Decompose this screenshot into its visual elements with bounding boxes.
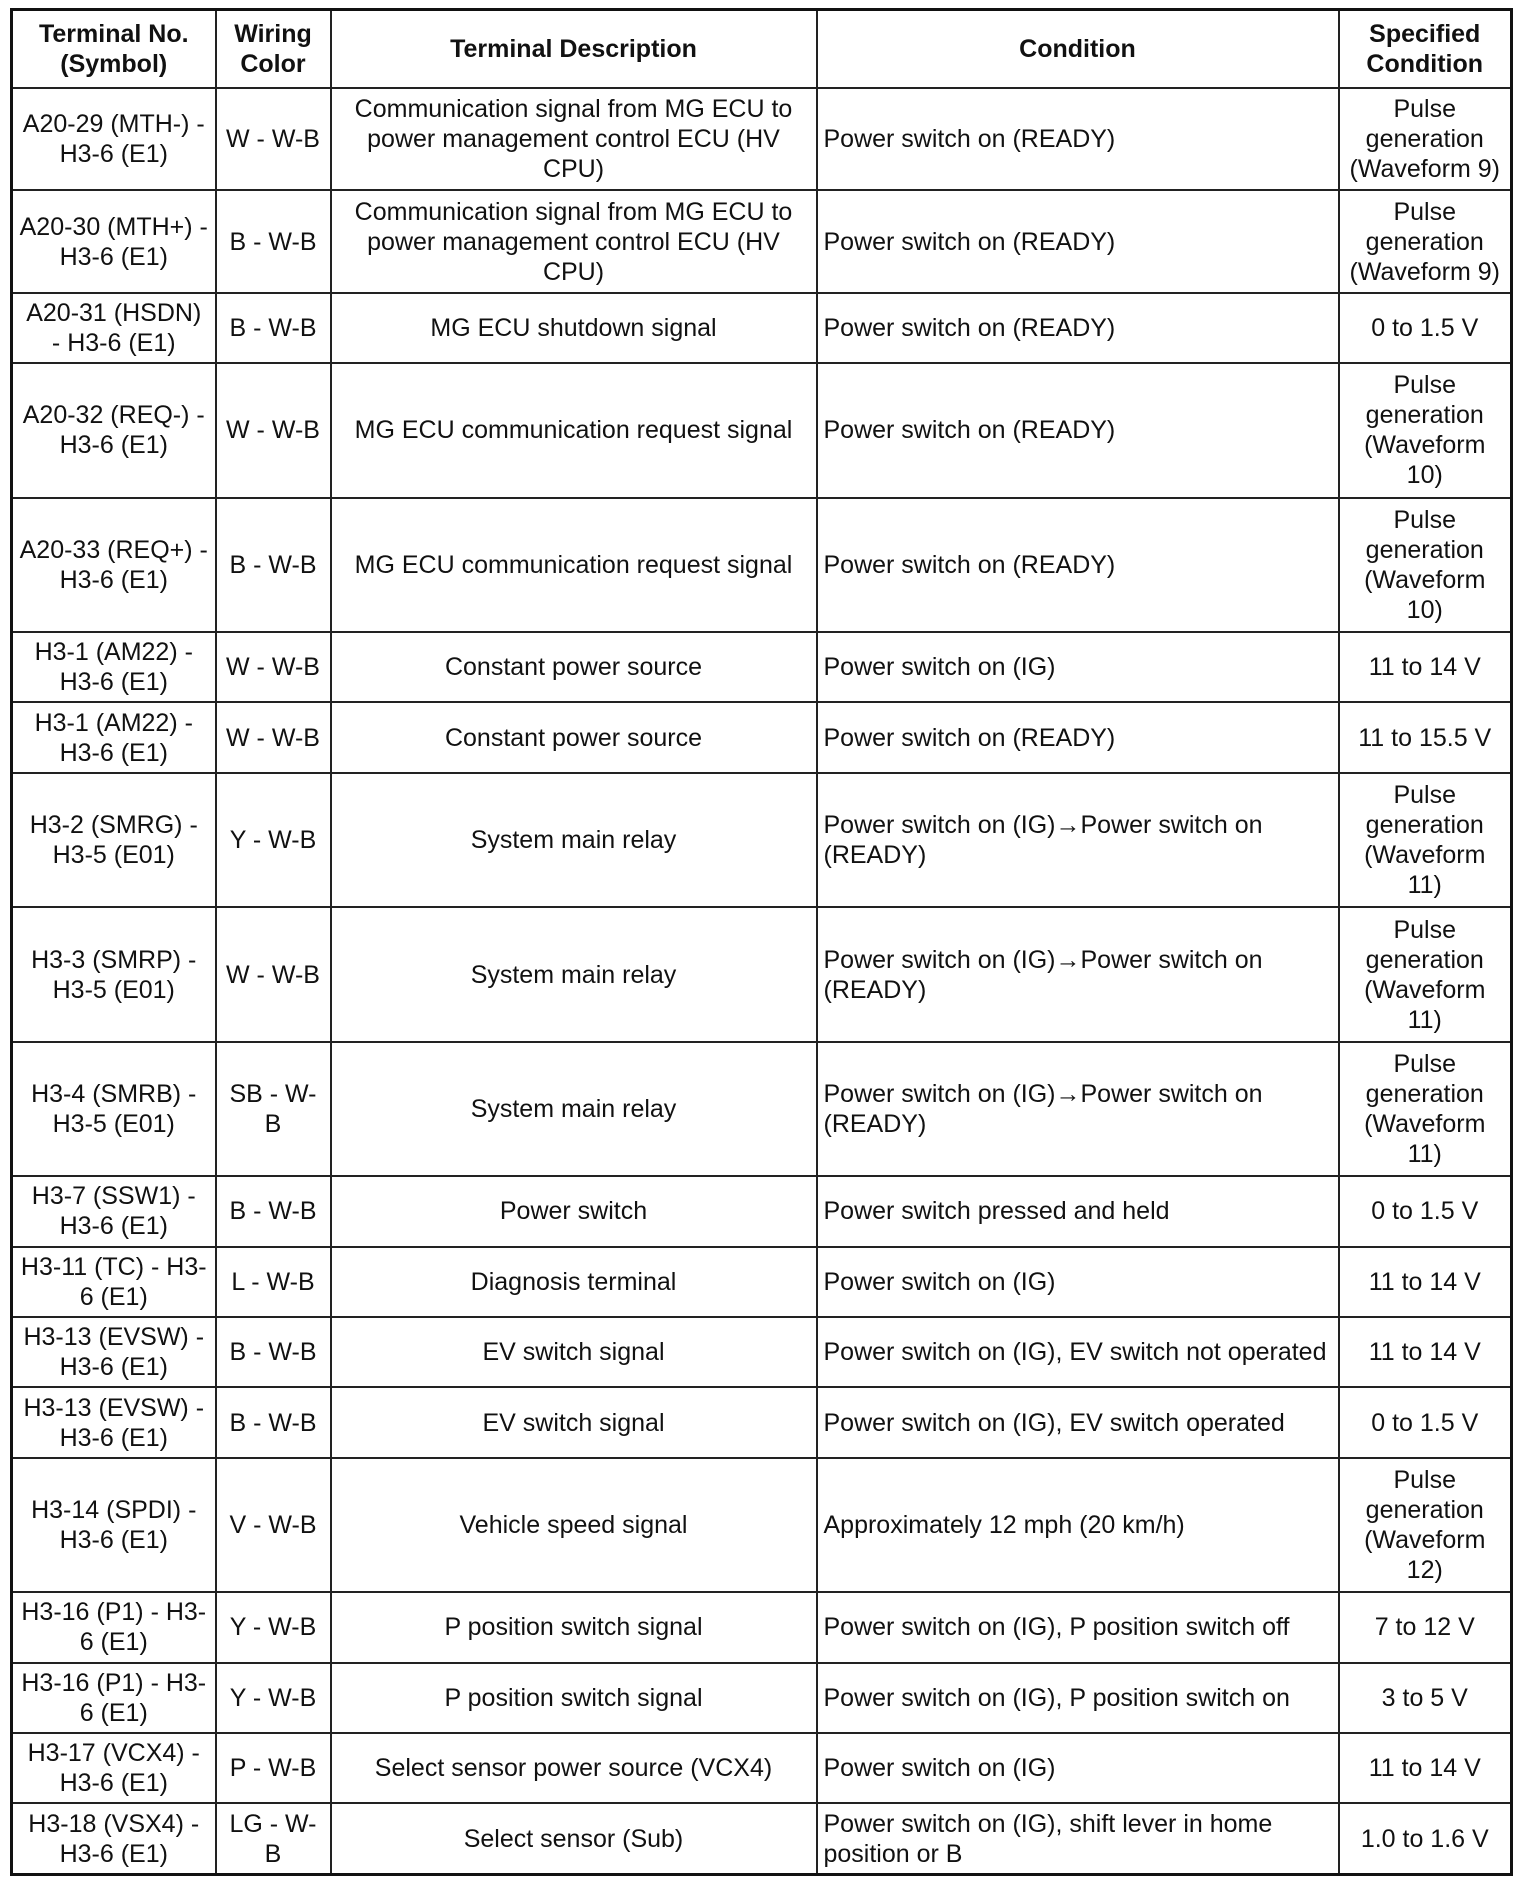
header-row <box>12 10 1512 89</box>
table-row <box>12 1803 1512 1874</box>
cell-wiring-color: W - W-B <box>216 88 331 190</box>
cell-terminal: A20-33 (REQ+) - H3-6 (E1) <box>12 498 216 632</box>
cell-terminal: A20-30 (MTH+) - H3-6 (E1) <box>12 190 216 292</box>
cell-specified-condition: Pulse generation (Waveform 11) <box>1339 1042 1512 1176</box>
cell-condition: Approximately 12 mph (20 km/h) <box>817 1458 1339 1592</box>
cell-specified-condition: 11 to 14 V <box>1339 1317 1512 1387</box>
cell-condition: Power switch pressed and held <box>817 1176 1339 1246</box>
cell-terminal-description: System main relay <box>331 907 817 1041</box>
cell-condition: Power switch on (IG), shift lever in home position or B <box>817 1803 1339 1874</box>
table-row <box>12 363 1512 497</box>
cell-terminal: H3-16 (P1) - H3-6 (E1) <box>12 1663 216 1733</box>
cell-wiring-color: W - W-B <box>216 907 331 1041</box>
cell-wiring-color: L - W-B <box>216 1247 331 1317</box>
header-wiring-color: Wiring Color <box>216 10 331 89</box>
header-condition: Condition <box>817 10 1339 89</box>
cell-terminal: H3-17 (VCX4) - H3-6 (E1) <box>12 1733 216 1803</box>
cell-specified-condition: 11 to 14 V <box>1339 1733 1512 1803</box>
cell-wiring-color: B - W-B <box>216 1317 331 1387</box>
cell-terminal: H3-11 (TC) - H3-6 (E1) <box>12 1247 216 1317</box>
cell-condition: Power switch on (IG), P position switch on <box>817 1663 1339 1733</box>
cell-wiring-color: SB - W-B <box>216 1042 331 1176</box>
table-row <box>12 88 1512 190</box>
cell-terminal: H3-14 (SPDI) - H3-6 (E1) <box>12 1458 216 1592</box>
table-row <box>12 1387 1512 1457</box>
cell-terminal: A20-29 (MTH-) - H3-6 (E1) <box>12 88 216 190</box>
table-body <box>12 88 1512 1875</box>
cell-condition: Power switch on (READY) <box>817 190 1339 292</box>
cell-specified-condition: 0 to 1.5 V <box>1339 1387 1512 1457</box>
cell-specified-condition: Pulse generation (Waveform 10) <box>1339 498 1512 632</box>
cell-wiring-color: B - W-B <box>216 293 331 363</box>
cell-specified-condition: 1.0 to 1.6 V <box>1339 1803 1512 1874</box>
table-row <box>12 632 1512 702</box>
cell-terminal-description: MG ECU communication request signal <box>331 363 817 497</box>
cell-specified-condition: Pulse generation (Waveform 11) <box>1339 773 1512 907</box>
cell-specified-condition: 3 to 5 V <box>1339 1663 1512 1733</box>
cell-specified-condition: Pulse generation (Waveform 12) <box>1339 1458 1512 1592</box>
table-row <box>12 1733 1512 1803</box>
cell-wiring-color: B - W-B <box>216 498 331 632</box>
cell-specified-condition: 7 to 12 V <box>1339 1592 1512 1662</box>
cell-condition: Power switch on (IG)→Power switch on (READY) <box>817 907 1339 1041</box>
table-row <box>12 1176 1512 1246</box>
cell-condition: Power switch on (IG), EV switch operated <box>817 1387 1339 1457</box>
cell-condition: Power switch on (READY) <box>817 363 1339 497</box>
cell-terminal-description: Constant power source <box>331 702 817 772</box>
cell-wiring-color: LG - W-B <box>216 1803 331 1874</box>
cell-terminal-description: Communication signal from MG ECU to power management control ECU (HV CPU) <box>331 190 817 292</box>
cell-terminal: H3-18 (VSX4) - H3-6 (E1) <box>12 1803 216 1874</box>
cell-terminal: H3-7 (SSW1) - H3-6 (E1) <box>12 1176 216 1246</box>
cell-terminal-description: P position switch signal <box>331 1663 817 1733</box>
cell-specified-condition: 0 to 1.5 V <box>1339 1176 1512 1246</box>
cell-terminal-description: MG ECU shutdown signal <box>331 293 817 363</box>
cell-terminal: H3-1 (AM22) - H3-6 (E1) <box>12 632 216 702</box>
cell-condition: Power switch on (READY) <box>817 88 1339 190</box>
cell-wiring-color: P - W-B <box>216 1733 331 1803</box>
cell-specified-condition: Pulse generation (Waveform 11) <box>1339 907 1512 1041</box>
table-row <box>12 293 1512 363</box>
cell-wiring-color: W - W-B <box>216 363 331 497</box>
cell-terminal-description: P position switch signal <box>331 1592 817 1662</box>
table-row <box>12 498 1512 632</box>
cell-terminal-description: Communication signal from MG ECU to power management control ECU (HV CPU) <box>331 88 817 190</box>
cell-condition: Power switch on (IG) <box>817 1247 1339 1317</box>
cell-condition: Power switch on (IG)→Power switch on (READY) <box>817 1042 1339 1176</box>
cell-terminal-description: EV switch signal <box>331 1387 817 1457</box>
cell-terminal: H3-2 (SMRG) - H3-5 (E01) <box>12 773 216 907</box>
cell-terminal: A20-31 (HSDN) - H3-6 (E1) <box>12 293 216 363</box>
cell-wiring-color: Y - W-B <box>216 773 331 907</box>
cell-specified-condition: Pulse generation (Waveform 10) <box>1339 363 1512 497</box>
cell-terminal: H3-3 (SMRP) - H3-5 (E01) <box>12 907 216 1041</box>
cell-specified-condition: Pulse generation (Waveform 9) <box>1339 88 1512 190</box>
cell-condition: Power switch on (READY) <box>817 702 1339 772</box>
header-terminal-description: Terminal Description <box>331 10 817 89</box>
cell-terminal: H3-16 (P1) - H3-6 (E1) <box>12 1592 216 1662</box>
cell-condition: Power switch on (IG), P position switch off <box>817 1592 1339 1662</box>
cell-terminal: H3-13 (EVSW) - H3-6 (E1) <box>12 1387 216 1457</box>
cell-terminal-description: EV switch signal <box>331 1317 817 1387</box>
cell-condition: Power switch on (READY) <box>817 293 1339 363</box>
cell-terminal: A20-32 (REQ-) - H3-6 (E1) <box>12 363 216 497</box>
cell-wiring-color: Y - W-B <box>216 1663 331 1733</box>
cell-specified-condition: 11 to 14 V <box>1339 1247 1512 1317</box>
cell-terminal: H3-4 (SMRB) - H3-5 (E01) <box>12 1042 216 1176</box>
cell-specified-condition: 11 to 14 V <box>1339 632 1512 702</box>
table-row <box>12 1247 1512 1317</box>
terminal-spec-table <box>10 8 1513 1876</box>
cell-condition: Power switch on (READY) <box>817 498 1339 632</box>
cell-condition: Power switch on (IG), EV switch not operated <box>817 1317 1339 1387</box>
cell-condition: Power switch on (IG)→Power switch on (READY) <box>817 773 1339 907</box>
table-row <box>12 702 1512 772</box>
header-terminal: Terminal No. (Symbol) <box>12 10 216 89</box>
cell-terminal-description: Constant power source <box>331 632 817 702</box>
cell-terminal: H3-1 (AM22) - H3-6 (E1) <box>12 702 216 772</box>
cell-condition: Power switch on (IG) <box>817 632 1339 702</box>
table-row <box>12 190 1512 292</box>
table-row <box>12 1042 1512 1176</box>
cell-terminal-description: Vehicle speed signal <box>331 1458 817 1592</box>
cell-wiring-color: W - W-B <box>216 632 331 702</box>
cell-terminal: H3-13 (EVSW) - H3-6 (E1) <box>12 1317 216 1387</box>
header-specified-condition: Specified Condition <box>1339 10 1512 89</box>
cell-wiring-color: B - W-B <box>216 1176 331 1246</box>
cell-wiring-color: B - W-B <box>216 190 331 292</box>
table-row <box>12 1592 1512 1662</box>
table-row <box>12 773 1512 907</box>
cell-specified-condition: 11 to 15.5 V <box>1339 702 1512 772</box>
cell-wiring-color: V - W-B <box>216 1458 331 1592</box>
cell-terminal-description: System main relay <box>331 1042 817 1176</box>
table-row <box>12 1663 1512 1733</box>
cell-wiring-color: Y - W-B <box>216 1592 331 1662</box>
cell-specified-condition: Pulse generation (Waveform 9) <box>1339 190 1512 292</box>
cell-terminal-description: MG ECU communication request signal <box>331 498 817 632</box>
table-row <box>12 1458 1512 1592</box>
cell-wiring-color: B - W-B <box>216 1387 331 1457</box>
cell-specified-condition: 0 to 1.5 V <box>1339 293 1512 363</box>
cell-terminal-description: System main relay <box>331 773 817 907</box>
cell-terminal-description: Select sensor power source (VCX4) <box>331 1733 817 1803</box>
cell-terminal-description: Select sensor (Sub) <box>331 1803 817 1874</box>
table-row <box>12 907 1512 1041</box>
table-row <box>12 1317 1512 1387</box>
cell-condition: Power switch on (IG) <box>817 1733 1339 1803</box>
cell-wiring-color: W - W-B <box>216 702 331 772</box>
cell-terminal-description: Power switch <box>331 1176 817 1246</box>
cell-terminal-description: Diagnosis terminal <box>331 1247 817 1317</box>
